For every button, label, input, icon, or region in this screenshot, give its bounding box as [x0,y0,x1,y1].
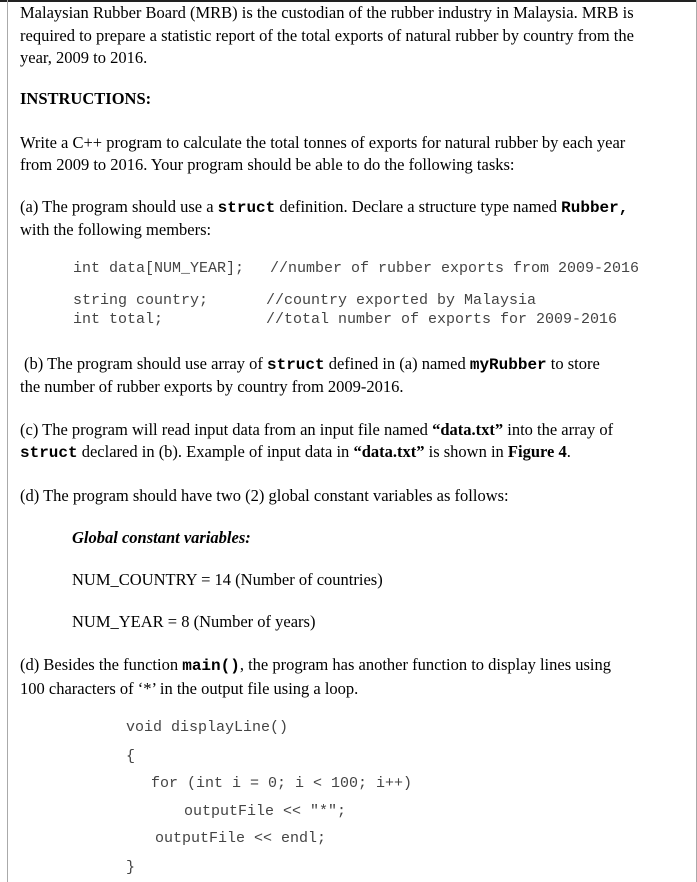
part-c-line2-end: . [566,442,571,461]
code-comment-data: //number of rubber exports from 2009-2016 [270,260,640,277]
struct-keyword: struct [267,356,325,374]
code-comment-country: //country exported by Malaysia [266,292,537,309]
data-file-name: “data.txt” [353,442,425,461]
instructions-heading: INSTRUCTIONS: [20,89,152,108]
code-for-loop: for (int i = 0; i < 100; i++) [151,775,413,792]
code-comment-total: //total number of exports for 2009-2016 [266,311,618,328]
part-d2-post: , the program has another function to display lines using [239,655,612,674]
struct-keyword: struct [20,444,78,462]
figure-reference: Figure 4 [507,442,567,461]
const-num-year: NUM_YEAR = 8 (Number of years) [72,612,316,631]
part-d2-pre: (d) Besides the function [20,655,183,674]
main-keyword: main() [182,657,240,675]
part-c-line2-b: is shown in [424,442,508,461]
part-a-pre: (a) The program should use a [20,197,218,216]
const-num-country: NUM_COUNTRY = 14 (Number of countries) [72,570,383,589]
myrubber-keyword: myRubber [469,356,547,374]
part-c-pre: (c) The program will read input data from an input file named [20,420,433,439]
left-border [7,0,8,882]
part-d1-line: (d) The program should have two (2) global constant variables as follows: [20,486,509,505]
task-line-2: from 2009 to 2016. Your program should be able to do the following tasks: [20,155,515,174]
part-a-line-2: with the following members: [20,220,212,239]
code-output-star: outputFile << "*"; [184,803,347,820]
code-decl-total: int total; [73,311,164,328]
part-d2-line-2: 100 characters of ‘*’ in the output file using a loop. [20,679,359,698]
part-c-line-2 [20,441,571,464]
part-b-mid: defined in (a) named [324,354,470,373]
part-a-line-1 [20,196,628,219]
part-c-line-1 [20,419,613,441]
code-decl-data: int data[NUM_YEAR]; [73,260,245,277]
part-c-post: into the array of [503,420,614,439]
code-open-brace: { [126,748,136,765]
code-output-endl: outputFile << endl; [155,830,327,847]
intro-line-1: Malaysian Rubber Board (MRB) is the custodian of the rubber industry in Malaysia. MRB is [20,3,634,22]
part-b-post: to store [546,354,600,373]
task-line-1: Write a C++ program to calculate the total tonnes of exports for natural rubber by each year [20,133,626,152]
part-b-line-2: the number of rubber exports by country from 2009-2016. [20,377,404,396]
data-file-name: “data.txt” [432,420,504,439]
global-constants-label: Global constant variables: [72,528,251,547]
part-a-mid: definition. Declare a structure type named [275,197,562,216]
code-close-brace: } [126,859,136,876]
code-decl-country: string country; [73,292,209,309]
part-d2-line-1 [20,654,611,677]
code-function-signature: void displayLine() [126,719,289,736]
part-b-pre: (b) The program should use array of [24,354,267,373]
part-b-line-1 [24,353,600,376]
rubber-keyword: Rubber, [561,199,629,217]
intro-line-2: required to prepare a statistic report of the total exports of natural rubber by country from the [20,26,634,45]
intro-line-3: year, 2009 to 2016. [20,48,148,67]
struct-keyword: struct [217,199,276,217]
part-c-line2-a: declared in (b). Example of input data in [77,442,354,461]
